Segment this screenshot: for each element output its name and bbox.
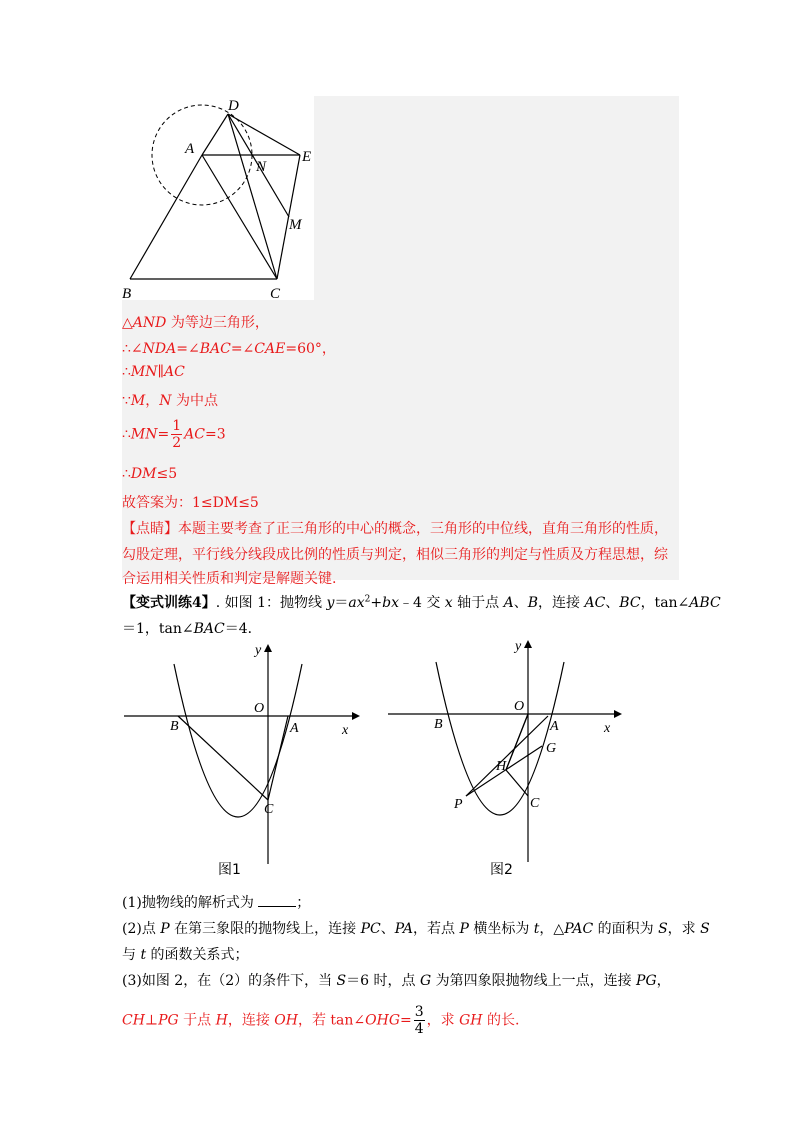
solution-line-1: △AND 为等边三角形， <box>122 315 269 331</box>
label-A: A <box>185 141 195 157</box>
question-2: (2)点 P 在第三象限的抛物线上，连接 PC、PA，若点 P 横坐标为 t，△PAC 的面积为 S，求 S <box>122 921 710 937</box>
solution-line-2: ∴∠NDA=∠BAC=∠CAE=60°， <box>122 341 336 357</box>
graph-figure-1 <box>118 640 363 880</box>
graph1-label-A: A <box>290 721 299 736</box>
graph1-label-x: x <box>342 723 349 738</box>
comment-line-3: 合运用相关性质和判定是解题关键. <box>122 571 337 587</box>
graph1-label-y: y <box>255 643 262 658</box>
label-D: D <box>228 98 239 114</box>
y-axis-arrow <box>524 640 532 648</box>
graph-figure-2 <box>382 636 627 880</box>
label-B: B <box>122 286 132 302</box>
parabola-1 <box>174 664 302 817</box>
label-E: E <box>302 149 312 165</box>
graph2-label-x: x <box>604 721 611 736</box>
segment-BC-1 <box>178 716 268 800</box>
x-axis-arrow <box>614 710 622 718</box>
problem-line-1: 【变式训练4】. 如图 1：抛物线 $y=ax^2+bx﹣4$ 交 x 轴于点 A、B，连接 AC、BC，tan∠ABC <box>122 594 721 611</box>
y-axis-arrow <box>264 644 272 652</box>
label-M: M <box>289 217 302 233</box>
graph2-caption: 图2 <box>490 862 513 878</box>
graph1-label-O: O <box>254 701 265 716</box>
graph2-label-O: O <box>514 699 525 714</box>
question-3-line-2: CH⊥PG 于点 H，连接 OH，若 tan∠OHG= $\frac{3}{4}$ ，求 GH 的长. <box>122 1004 520 1037</box>
graph2-label-B: B <box>434 717 443 732</box>
graph2-label-P: P <box>454 797 463 812</box>
graph2-label-H: H <box>496 759 507 774</box>
graph2-label-G: G <box>546 741 557 756</box>
solution-answer: 故答案为：1≤DM≤5 <box>122 495 259 511</box>
graph2-label-C: C <box>530 796 540 811</box>
segment-PA-line <box>466 716 548 796</box>
solution-line-3: ∴MN∥AC <box>122 364 185 380</box>
segment-CH-2 <box>506 770 528 796</box>
graph1-label-B: B <box>170 719 179 734</box>
geometry-figure-top <box>118 92 318 302</box>
solution-line-5: ∴MN= $\frac{1}{2}$ AC=3 <box>122 418 226 451</box>
answer-blank[interactable] <box>258 894 296 907</box>
fraction-three-quarters: $\frac{3}{4}$ <box>414 1004 424 1037</box>
graph1-label-C: C <box>264 802 274 817</box>
problem-line-2: ＝1，tan∠BAC＝4． <box>122 621 262 637</box>
comment-line-2: 勾股定理，平行线分线段成比例的性质与判定，相似三角形的判定与性质及方程思想，综 <box>122 547 668 563</box>
x-axis-arrow <box>352 712 360 720</box>
graph2-label-A: A <box>550 719 559 734</box>
label-C: C <box>270 286 281 302</box>
question-2-line-2: 与 t 的函数关系式； <box>122 947 249 963</box>
solution-line-6: ∴DM≤5 <box>122 466 178 482</box>
solution-line-4: ∵M，N 为中点 <box>122 393 218 409</box>
label-N: N <box>256 159 267 175</box>
question-1: (1)抛物线的解析式为 ； <box>122 895 311 911</box>
graph2-label-y: y <box>515 639 522 654</box>
fraction-half: $\frac{1}{2}$ <box>172 418 182 451</box>
question-3: (3)如图 2，在（2）的条件下，当 S＝6 时，点 G 为第四象限抛物线上一点，连接 PG， <box>122 973 671 989</box>
graph1-caption: 图1 <box>218 862 241 878</box>
segment-OH-2 <box>506 714 528 770</box>
segment-AC-1 <box>268 716 288 800</box>
parabola-2 <box>436 662 564 815</box>
comment-line-1: 【点睛】本题主要考查了正三角形的中心的概念，三角形的中位线，直角三角形的性质， <box>122 521 668 537</box>
